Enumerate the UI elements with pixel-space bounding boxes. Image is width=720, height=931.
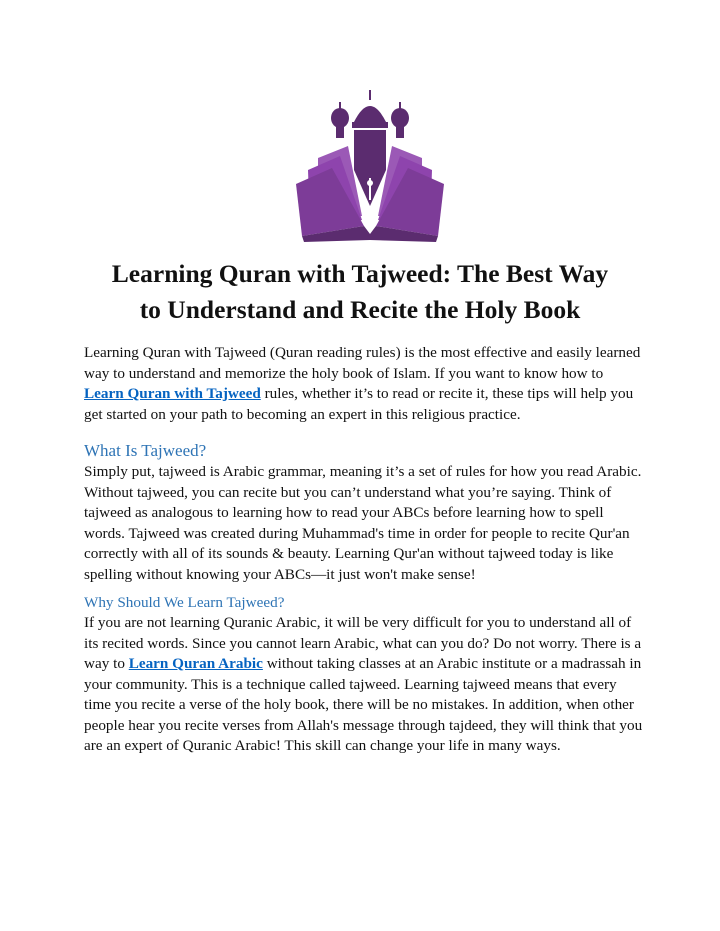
why-learn-tajweed-heading: Why Should We Learn Tajweed? [84, 594, 285, 611]
why-learn-tajweed-paragraph [84, 613, 644, 757]
document-title [60, 256, 660, 328]
learn-quran-with-tajweed-link[interactable]: Learn Quran with Tajweed [84, 385, 261, 402]
intro-text-1: Learning Quran with Tajweed (Quran reading rules) is the most effective and easily learned way to understand and memorize the holy book of Islam. If you want to know how to [84, 344, 641, 382]
why-text-1: If you are not learning Quranic Arabic, it will be very difficult for you to understand all of its recited words. Since you cannot learn Arabic, what can you do? Do not worry. There is a way to [84, 614, 642, 672]
mosque-pen-book-logo-icon [288, 88, 448, 248]
document-body [84, 343, 644, 757]
what-is-tajweed-paragraph: Simply put, tajweed is Arabic grammar, meaning it’s a set of rules for how you read Arabic. Without tajweed, you can recite but you can’t understand what you’re saying. Think of tajweed as analogous to learning how to read your ABCs before learning how to spell words. Tajweed was created during Muhammad's time in order for people to recite Qur'an correctly with all of its sounds & beauty. Learning Qur'an without tajweed today is like spelling without knowing your ABCs—it just won't make sense! [84, 463, 642, 583]
title-line-1: Learning Quran with Tajweed: The Best Way [111, 259, 609, 288]
intro-paragraph [84, 343, 644, 425]
what-is-tajweed-heading: What Is Tajweed? [84, 441, 207, 460]
title-line-2: to Understand and Recite the Holy Book [139, 295, 581, 324]
learn-quran-arabic-link[interactable]: Learn Quran Arabic [128, 655, 263, 672]
intro-text-2: rules, whether it’s to read or recite it, these tips will help you get started on your path to becoming an expert in this religious practice. [84, 385, 634, 423]
why-text-2: without taking classes at an Arabic institute or a madrassah in your community. This is a technique called tajweed. Learning tajweed means that every time you recite a verse of the holy book, there will be no mistakes. In addition, when other people hear you recite verses from Allah's message through tajdeed, they will think that you are an expert of Quranic Arabic! This skill can change your life in many ways. [84, 655, 643, 754]
